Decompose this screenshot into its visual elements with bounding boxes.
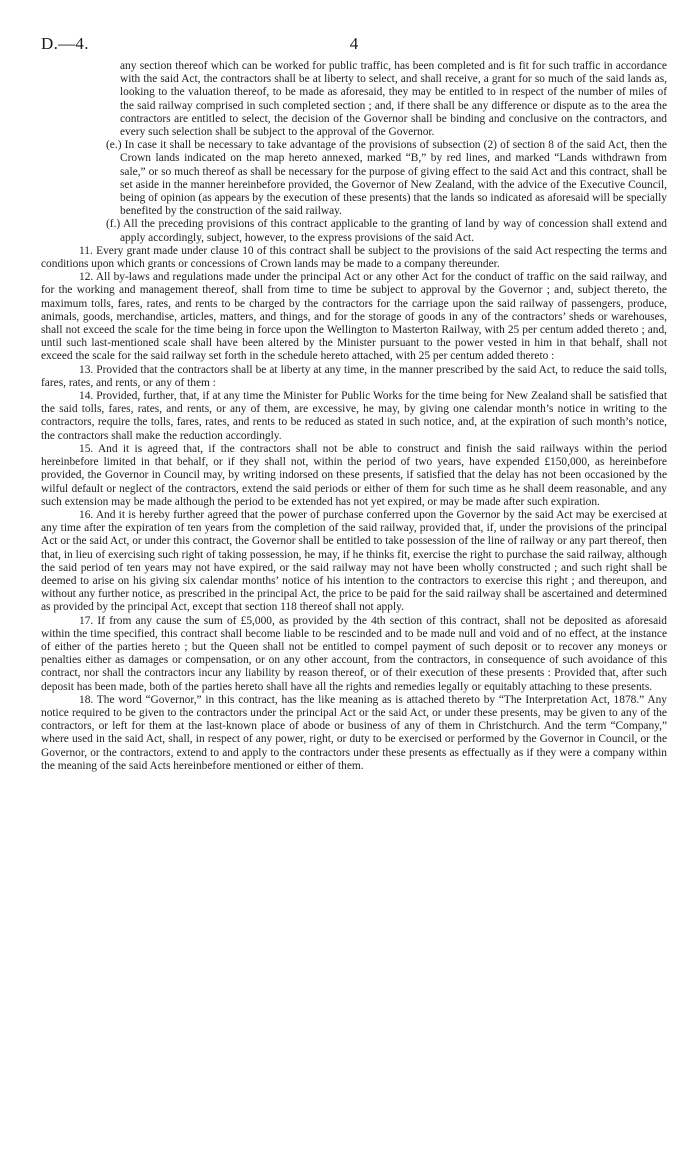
clause-17: 17. If from any cause the sum of £5,000, as provided by the 4th section of this contract, shall not be deposited as aforesaid within the time specified, this contract shall become liable to be rescinded and to be made null and void and of no effect, at the instance of either of the parties hereto ; but the Queen shall not be entitled to compel payment of such deposit or to recover any moneys or penalties either as damages or compensation, or on any other account, from the contractors, in consequence of such avoidance of this contract, nor shall the contractors incur any liability by reason thereof, or of their execution of these presents : Provided that, after such deposit has been made, both of the parties hereto shall have all the rights and remedies legally or equitably attaching to these presents. — [41, 614, 667, 693]
clause-11: 11. Every grant made under clause 10 of this contract shall be subject to the provisions of the said Act respecting the terms and conditions upon which grants or concessions of Crown lands may be made to a company thereunder. — [41, 244, 667, 271]
document-body — [41, 60, 667, 773]
clause-18: 18. The word “Governor,” in this contract, has the like meaning as is attached thereto by “The Interpretation Act, 1878.” Any notice required to be given to the contractors under the principal Act or the said Act, or under these presents, may be given to any of the contractors, or left for them at the last-known place of abode or business of any of them in Christchurch. And the term “Company,” where used in the said Act, shall, in respect of any power, right, or duty to be exercised or performed by the Governor in Council, or the Governor, or the contractors, extend to and apply to the contractors under these presents as effectually as if they were a company within the meaning of the said Acts hereinbefore mentioned or either of them. — [41, 693, 667, 772]
page-header — [41, 34, 667, 60]
clause-16: 16. And it is hereby further agreed that the power of purchase conferred upon the Governor by the said Act may be exercised at any time after the expiration of ten years from the completion of the said railway, provided that, if, under the provisions of the principal Act or the said Act, or under this contract, the Governor shall be entitled to take possession of the line of railway or any part thereof, then that, in lieu of exercising such right of taking possession, he may, if he thinks fit, exercise the right to purchase the said railway, although the said period of ten years may not have expired, or the said railway may not have been wholly constructed ; and such right shall be deemed to arise on his giving six calendar months’ notice of his intention to the contractors to exercise this right ; and thereupon, and without any further notice, as prescribed in the principal Act, the price to be paid for the said railway shall be ascertained and determined as provided by the principal Act, except that section 118 thereof shall not apply. — [41, 508, 667, 614]
clause-12: 12. All by-laws and regulations made under the principal Act or any other Act for the conduct of traffic on the said railway, and for the working and management thereof, shall from time to time be subject to approval by the Governor ; and, subject thereto, the maximum tolls, fares, rates, and rents to be charged by the contractors for the carriage upon the said railway of passengers, produce, animals, goods, merchandise, articles, matters, and things, and for the storage of goods in any of the contractors’ sheds or warehouses, shall not exceed the scale for the time being in force upon the Wellington to Masterton Railway, with 25 per centum added thereto ; and, until such last-mentioned scale shall have been altered by the Minister pursuant to the power vested in him in that behalf, shall not exceed the scale for the said railway set forth in the schedule hereto attached, with 25 per centum added thereto : — [41, 271, 667, 363]
clause-14: 14. Provided, further, that, if at any time the Minister for Public Works for the time being for New Zealand shall be satisfied that the said tolls, fares, rates, and rents, or any of them, are excessive, he may, by giving one calendar month’s notice in writing to the contractors, require the tolls, fares, rates, and rents to be reduced as stated in such notice, and, at the expiration of such month’s notice, the contractors shall make the reduction accordingly. — [41, 390, 667, 442]
document-reference: D.—4. — [41, 34, 89, 53]
page-number: 4 — [349, 34, 359, 53]
subclause-e: (e.) In case it shall be necessary to take advantage of the provisions of subsection (2) of section 8 of the said Act, then the Crown lands indicated on the map hereto annexed, marked “B,” by red lines, and marked “Lands withdrawn from sale,” or so much thereof as shall be necessary for the purpose of giving effect to the said Act and this contract, shall be set aside in the manner hereinbefore provided, the Governor of New Zealand, with the advice of the Executive Council, being of opinion (as appears by the execution of these presents) that the lands so indicated as aforesaid will be specially benefited by the construction of the said railway. — [106, 139, 667, 218]
subclause-f: (f.) All the preceding provisions of this contract applicable to the granting of land by way of concession shall extend and apply accordingly, subject, however, to the express provisions of the said Act. — [106, 218, 667, 244]
clause-15: 15. And it is agreed that, if the contractors shall not be able to construct and finish the said railways within the period hereinbefore limited in that behalf, or if they shall not, within the period of two years, have expended £150,000, as hereinbefore provided, the Governor in Council may, by writing indorsed on these presents, if satisfied that the delay has not been occasioned by the wilful default or neglect of the contractors, extend the said periods or either of them for such time as he shall deem reasonable, and any such extension may be made although the period to be extended has not yet expired, or may be made after such expiration. — [41, 442, 667, 508]
clause-13: 13. Provided that the contractors shall be at liberty at any time, in the manner prescribed by the said Act, to reduce the said tolls, fares, rates, and rents, or any of them : — [41, 363, 667, 389]
paragraph-continuation: any section thereof which can be worked for public traffic, has been completed and is fit for such traffic in accordance with the said Act, the contractors shall be at liberty to select, and shall receive, a grant for so much of the said lands as, looking to the valuation thereof, to be made as aforesaid, they may be entitled to in respect of the number of miles of the said railway comprised in such completed section ; and, if there shall be any difference or dispute as to the area the contractors are entitled to select, the decision of the Governor shall be binding and conclusive on the contractors, and every such selection shall be subject to the approval of the Governor. — [120, 60, 667, 139]
